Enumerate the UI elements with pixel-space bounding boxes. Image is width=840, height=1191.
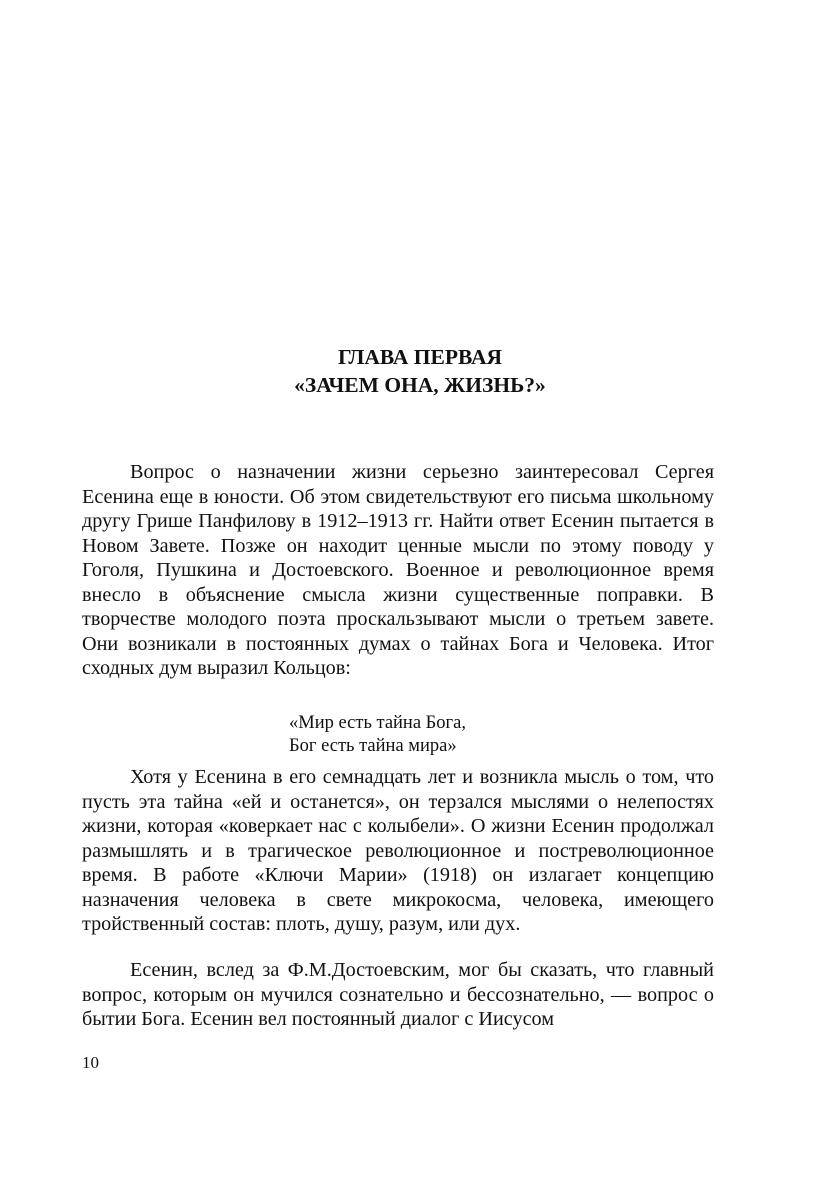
body-paragraph-3: Есенин, вслед за Ф.М.Достоевским, мог бы сказать, что главный вопрос, которым он мучился сознательно и бессознательно, — вопрос о бытии Бога. Есенин вел постоянный диалог с Иисусом [82,959,714,1030]
page-number: 10 [82,1053,99,1072]
chapter-number-heading: ГЛАВА ПЕРВАЯ [337,345,503,369]
quote-line-1: «Мир есть тайна Бога, [289,713,466,733]
chapter-title-heading: «ЗАЧЕМ ОНА, ЖИЗНЬ?» [294,373,546,397]
quote-line-2: Бог есть тайна мира» [289,736,457,756]
body-paragraph-2: Хотя у Есенина в его семнадцать лет и возникла мысль о том, что пусть эта тайна «ей и останется», он терзался мыслями о нелепостях жизни, которая «коверкает нас с колыбели». О жизни Есенин продолжал размышлять и в трагическое революционное и постреволюционное время. В работе «Ключи Марии» (1918) он излагает концепцию назначения человека в свете микрокосма, человека, имеющего тройственный состав: плоть, душу, разум, или дух. [82,766,714,935]
body-paragraph-1: Вопрос о назначении жизни серьезно заинтересовал Сергея Есенина еще в юности. Об этом свидетельствуют его письма школьному другу Грише Панфилову в 1912–1913 гг. Найти ответ Есенин пытается в Новом Завете. Позже он находит ценные мысли по этому поводу у Гоголя, Пушкина и Достоевского. Военное и революционное время внесло в объяснение смысла жизни существенные поправки. В творчестве молодого поэта проскальзывают мысли о третьем завете. Они возникали в постоянных думах о тайнах Бога и Человека. Итог сходных дум выразил Кольцов: [82,461,714,679]
poem-quote [289,712,466,758]
